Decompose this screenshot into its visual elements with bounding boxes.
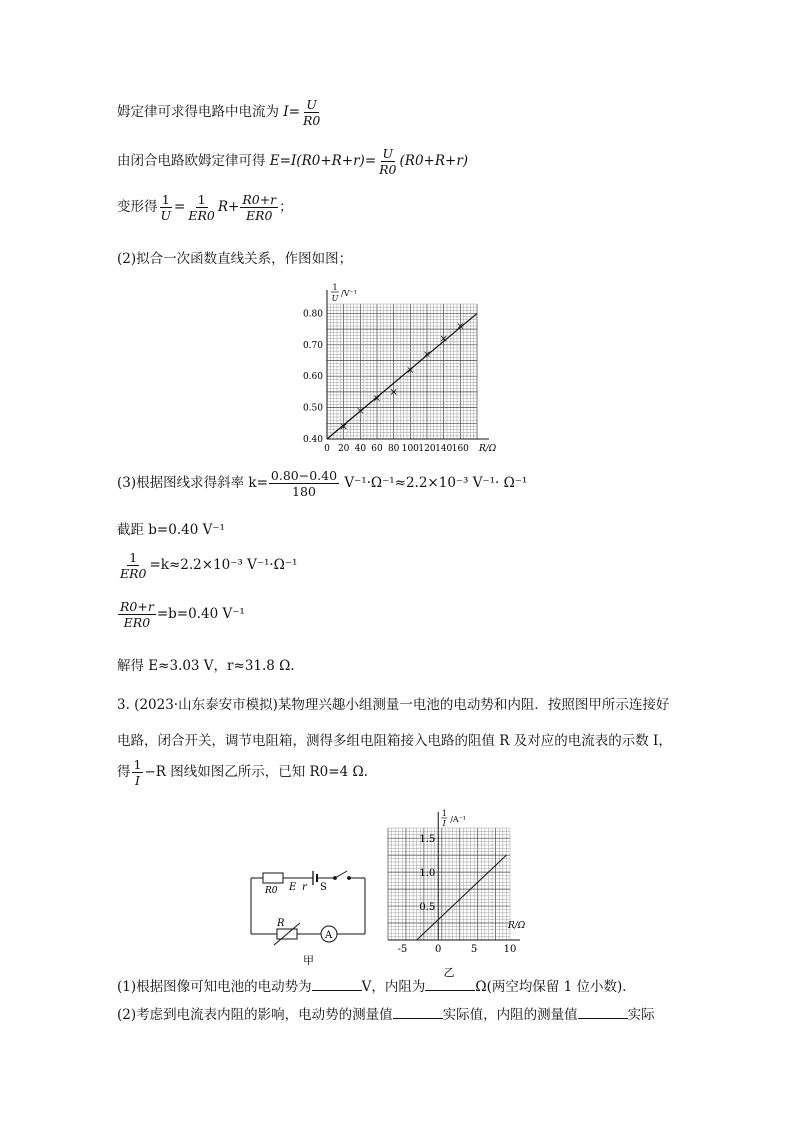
x-tick-label: -5	[397, 944, 408, 955]
y-tick-label: 0.5	[419, 902, 436, 914]
text: (1)根据图像可知电池的电动势为	[117, 979, 312, 995]
fraction	[377, 146, 398, 177]
equation-2	[117, 599, 245, 630]
e-label: E	[289, 882, 297, 893]
solution-line-3	[117, 192, 293, 223]
fraction	[186, 192, 217, 223]
text: 变形得	[117, 199, 158, 215]
question-2	[117, 1003, 655, 1023]
x-axis-label: R/Ω	[479, 444, 497, 454]
x-tick-label: 100	[401, 444, 419, 454]
text: 实际	[627, 1007, 655, 1023]
text: (2)考虑到电流表内阻的影响，电动势的测量值	[117, 1007, 393, 1023]
x-tick-label: 10	[503, 944, 517, 955]
r-label: r	[302, 882, 307, 893]
fraction	[159, 192, 174, 223]
y-tick-label: 1.5	[419, 834, 436, 846]
y-tick-label: 0.80	[302, 309, 323, 320]
x-tick-label: 0	[324, 444, 330, 454]
text: =b=0.40 V⁻¹	[156, 606, 245, 622]
answer-blank[interactable]	[578, 1006, 628, 1019]
r0-label: R0	[265, 886, 278, 896]
numerator: 1	[197, 192, 206, 207]
text: =k≈2.2×10⁻³ V⁻¹·Ω⁻¹	[149, 557, 298, 573]
y-tick-label: 1.0	[419, 868, 436, 880]
chart-caption: 乙	[443, 966, 455, 979]
y-tick-label: 0.60	[302, 372, 323, 383]
text: V⁻¹·Ω⁻¹≈2.2×10⁻³ V⁻¹· Ω⁻¹	[340, 475, 528, 491]
part-3-line	[117, 468, 527, 499]
numerator: 1	[161, 192, 170, 207]
question-1	[117, 975, 636, 995]
y-label-unit: /A⁻¹	[450, 815, 467, 824]
switch	[335, 871, 347, 878]
chart-reciprocal-voltage	[290, 282, 510, 457]
ammeter-label: A	[325, 930, 333, 941]
denominator: 180	[292, 484, 316, 499]
y-label-numerator: 1	[332, 283, 338, 292]
problem-3-line-3	[117, 757, 368, 788]
y-label-denominator: U	[331, 294, 339, 303]
fraction	[118, 599, 156, 630]
x-tick-label: 120	[418, 444, 436, 454]
text: V，内阻为	[361, 979, 426, 995]
formula: E=I(R0+R+r)=	[269, 153, 377, 169]
x-tick-label: 40	[354, 444, 367, 454]
denominator: ER0	[123, 615, 151, 630]
chart-reciprocal-current	[380, 800, 550, 980]
formula: R+	[217, 199, 240, 215]
equation-1	[117, 550, 297, 581]
text: =	[174, 199, 186, 215]
rbox-label: R	[277, 918, 285, 929]
denominator: ER0	[120, 566, 147, 581]
intercept-line: 截距 b=0.40 V⁻¹	[117, 522, 225, 538]
solution-line-2	[117, 146, 468, 177]
x-tick-label: 0	[435, 944, 442, 955]
text: 姆定律可求得电路中电流为	[117, 104, 284, 120]
s-label: S	[320, 882, 327, 893]
x-tick-label: 60	[371, 444, 383, 454]
numerator: U	[382, 146, 394, 161]
y-tick-label: 0.40	[302, 435, 323, 445]
numerator: U	[306, 97, 317, 112]
numerator: 1	[129, 550, 138, 565]
fraction	[301, 97, 322, 128]
text: ；	[279, 199, 293, 215]
x-tick-label: 80	[387, 444, 400, 454]
circuit-caption: 甲	[303, 954, 314, 967]
solution-line-1	[117, 97, 323, 128]
text: (3)根据图线求得斜率 k=	[117, 475, 268, 491]
answer-line: 解得 E≈3.03 V，r≈31.8 Ω.	[117, 658, 295, 674]
numerator: R0+r	[242, 192, 277, 207]
formula: I=	[283, 104, 300, 120]
problem-3-line-1: 3. (2023·山东泰安市模拟)某物理兴趣小组测量一电池的电动势和内阻．按照图甲所示连接好	[117, 697, 670, 713]
y-label-unit: /V⁻¹	[341, 289, 357, 298]
denominator: U	[160, 208, 172, 223]
numerator: R0+r	[120, 599, 154, 614]
x-tick-label: 5	[470, 944, 478, 955]
text: −R 图线如图乙所示，已知 R0=4 Ω.	[144, 764, 368, 780]
x-tick-label: 20	[337, 444, 350, 454]
text: Ω(两空均保留 1 位小数)．	[475, 979, 636, 995]
denominator: ER0	[188, 208, 215, 223]
answer-blank[interactable]	[312, 978, 362, 991]
denominator: R0	[379, 162, 397, 177]
y-tick-label: 0.50	[302, 403, 323, 414]
denominator: ER0	[246, 208, 273, 223]
part-2-text: (2)拟合一次函数直线关系，作图如图；	[117, 251, 353, 267]
problem-3-line-2: 电路，闭合开关，调节电阻箱，测得多组电阻箱接入电路的阻值 R 及对应的电流表的示数 I，	[117, 733, 672, 749]
fraction	[240, 192, 278, 223]
y-label-denominator: I	[442, 819, 446, 828]
fraction	[269, 468, 339, 499]
x-tick-label: 160	[451, 444, 469, 454]
denominator: I	[135, 773, 140, 788]
formula: (R0+R+r)	[399, 153, 469, 169]
text: 由闭合电路欧姆定律可得	[117, 153, 270, 169]
text: 实际值，内阻的测量值	[442, 1007, 578, 1023]
fraction	[132, 757, 144, 788]
answer-blank[interactable]	[425, 978, 475, 991]
numerator: 1	[133, 757, 142, 772]
y-label-numerator: 1	[441, 809, 447, 818]
x-axis-label: R/Ω	[508, 921, 526, 931]
y-tick-label: 0.70	[302, 340, 323, 351]
fraction	[118, 550, 149, 581]
text: 得	[117, 764, 131, 780]
numerator: 0.80−0.40	[270, 468, 338, 483]
answer-blank[interactable]	[393, 1006, 443, 1019]
x-tick-label: 140	[435, 444, 453, 454]
circuit-diagram	[245, 860, 375, 975]
r0-resistor	[263, 873, 283, 883]
denominator: R0	[302, 113, 321, 128]
